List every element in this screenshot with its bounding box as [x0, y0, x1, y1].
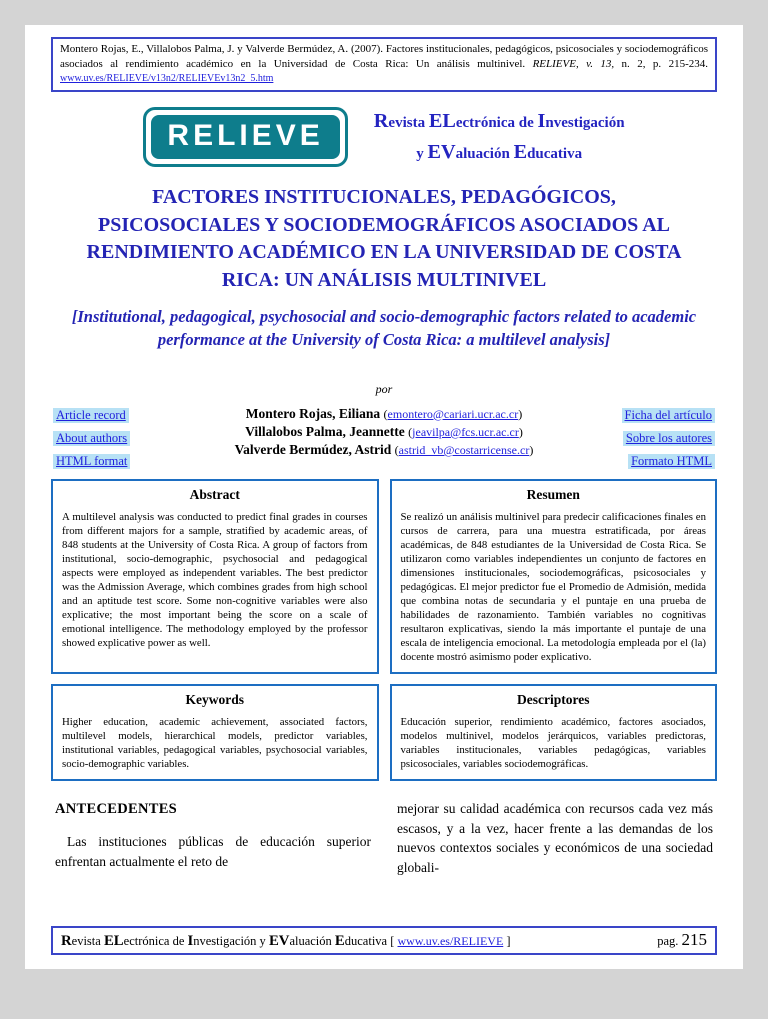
author-email-link[interactable]: emontero@cariari.ucr.ac.cr — [387, 406, 519, 421]
author-name: Villalobos Palma, Jeannette — [245, 423, 405, 439]
abstract-title: Abstract — [189, 486, 240, 502]
descriptores-body: Educación superior, rendimiento académico, factores asociados, modelos multinivel, modelos jerárquicos, variables predictoras, variables institucionales, variables pedagógicas, variables psicosociales, variables sociodemográficas. — [400, 715, 706, 770]
side-links-spanish — [593, 405, 715, 469]
author-name: Valverde Bermúdez, Astrid — [234, 441, 392, 457]
relieve-logo — [143, 107, 347, 167]
author-email-link[interactable]: jeavilpa@fcs.ucr.ac.cr — [412, 424, 519, 439]
paper-page — [25, 25, 743, 969]
side-links-english — [53, 405, 175, 469]
citation-journal: RELIEVE, v. 13, — [532, 57, 615, 70]
citation-url-link[interactable]: www.uv.es/RELIEVE/v13n2/RELIEVEv13n2_5.htm — [60, 73, 274, 85]
resumen-panel — [390, 479, 718, 674]
footer-journal — [61, 933, 511, 950]
keywords-title: Keywords — [185, 691, 244, 707]
footer-page-label: pag. — [657, 934, 679, 948]
relieve-logo-text: RELIEVE — [151, 115, 339, 159]
resumen-title: Resumen — [526, 486, 580, 502]
footer-journal-name: Revista ELectrónica de Investigación y EValuación Educativa — [61, 933, 391, 949]
resumen-body: Se realizó un análisis multinivel para predecir calificaciones finales en cursos de carrera, para una muestra estratificada, por áreas académicas, de 848 estudiantes de la Universidad de Costa Rica. Se utilizaron como variables independientes un conjunto de factores en dimensiones institucionales, sociodemográficas, psicosociales y pedagógicas. El mejor predictor fue el Promedio de Admisión, medida que combina notas de secundaria y el puntaje en una prueba de habilidades de razonamiento. También variables no cognitivas resultaron explicativas, siendo la más importante el puntaje de una escala de inteligencia emocional. La metodología empleada por el (la) docente mostró asimismo poder explicativo. — [400, 510, 706, 663]
side-link-html-format[interactable]: HTML format — [53, 454, 130, 469]
body-column-left — [55, 799, 371, 877]
journal-name-line1: Revista ELectrónica de Investigación — [373, 109, 625, 132]
side-link-article-record[interactable]: Article record — [53, 408, 129, 423]
paren-open: ( — [394, 442, 399, 457]
abstract-resumen-grid — [51, 479, 717, 674]
body-paragraph: mejorar su calidad académica con recursos cada vez más escasos, y a la vez, hacer frente a las demandas de los nuevos contextos sociales y económicos de una sociedad globali- — [397, 800, 713, 875]
journal-name — [374, 106, 625, 169]
section-heading: ANTECEDENTES — [55, 800, 178, 817]
side-link-formato-html[interactable]: Formato HTML — [628, 454, 715, 469]
masthead — [51, 106, 717, 169]
author-row — [181, 423, 587, 441]
author-block — [53, 405, 715, 469]
side-link-sobre-autores[interactable]: Sobre los autores — [623, 431, 715, 446]
article-title-spanish: FACTORES INSTITUCIONALES, PEDAGÓGICOS, PSICOSOCIALES Y SOCIODEMOGRÁFICOS ASOCIADOS AL RENDIMIENTO ACADÉMICO EN LA UNIVERSIDAD DE COSTA RICA: UN ANÁLISIS MULTINIVEL — [86, 186, 682, 292]
author-email-link[interactable]: astrid_vb@costarricense.cr — [398, 442, 530, 457]
body-column-right — [397, 799, 713, 877]
keywords-body: Higher education, academic achievement, associated factors, multilevel models, hierarchical models, predictor variables, institutional variables, pedagogical variables, psychosocial variables, socio-demographic variables. — [62, 715, 368, 770]
abstract-panel — [51, 479, 379, 674]
footer-bar — [51, 926, 717, 955]
descriptores-panel — [390, 684, 718, 781]
footer-page — [657, 930, 707, 950]
paren-close: ) — [518, 406, 523, 421]
footer-relieve-link[interactable]: www.uv.es/RELIEVE — [397, 934, 504, 948]
byline-por: por — [375, 381, 393, 396]
keywords-panel — [51, 684, 379, 781]
journal-name-line2: y EValuación Educativa — [416, 140, 583, 163]
footer-page-number: 215 — [681, 930, 707, 949]
antecedentes-section — [55, 799, 713, 877]
authors-list — [181, 405, 587, 460]
paren-close: ) — [518, 424, 523, 439]
footer-bracket-open: [ — [390, 934, 398, 948]
article-title-english: [Institutional, pedagogical, psychosocial and socio-demographic factors related to academic performance at the University of Costa Rica: a multilevel analysis] — [71, 306, 697, 350]
citation-text: Montero Rojas, E., Villalobos Palma, J. y Valverde Bermúdez, A. (2007). Factores institucionales, pedagógicos, psicosociales y sociodemográficos asociados al rendimiento académico en la Universidad de Costa Rica: Un análisis multinivel. — [60, 43, 708, 70]
paren-open: ( — [408, 424, 413, 439]
paren-open: ( — [383, 406, 388, 421]
abstract-body: A multilevel analysis was conducted to predict final grades in courses from different majors for a sample, stratified by academic areas, of 848 students at the University of Costa Rica. A group of factors from institutional, socio-demographic, psychosocial and pedagogical aspects were employed as independent variables. The best predictor was the Admission Average, which combines grades from high school and an aptitude test score. Some non-cognitive variables were also explicative; the most important being the score on a scale of emotional intelligence. The methodology employed by the professor showed explicative power as well. — [62, 510, 368, 649]
citation-box — [51, 37, 717, 92]
keywords-descriptores-grid — [51, 684, 717, 781]
body-paragraph: Las instituciones públicas de educación superior enfrentan actualmente el reto de — [55, 833, 371, 869]
author-name: Montero Rojas, Eiliana — [245, 405, 381, 421]
paren-close: ) — [529, 442, 534, 457]
side-link-ficha-articulo[interactable]: Ficha del artículo — [622, 408, 715, 423]
footer-bracket-close: ] — [503, 934, 511, 948]
descriptores-title: Descriptores — [517, 691, 590, 707]
author-row — [181, 441, 587, 459]
citation-issue-pages: n. 2, p. 215-234. — [614, 57, 708, 70]
side-link-about-authors[interactable]: About authors — [53, 431, 130, 446]
author-row — [181, 405, 587, 423]
